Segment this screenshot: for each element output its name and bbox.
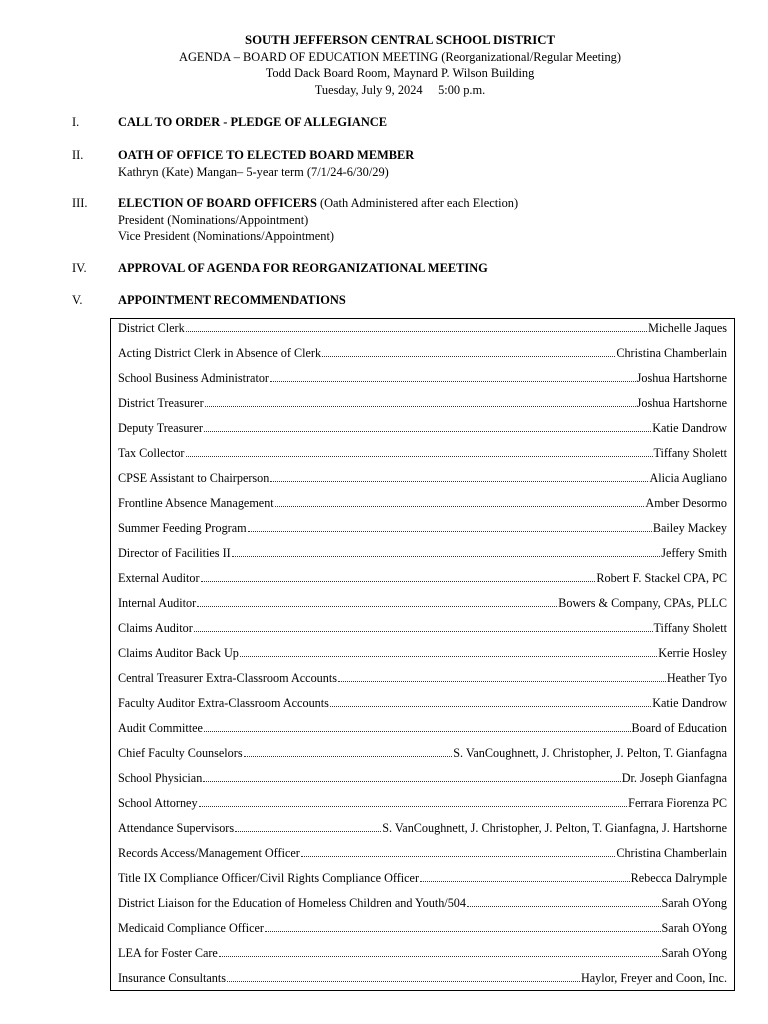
dot-leader	[194, 630, 653, 632]
appointment-row	[118, 519, 727, 544]
appointment-row	[118, 594, 727, 619]
dot-leader	[201, 580, 596, 582]
appointment-role: Summer Feeding Program	[118, 521, 247, 535]
section-line: Vice President (Nominations/Appointment)	[118, 229, 335, 243]
appointment-holder: Kerrie Hosley	[658, 646, 727, 660]
appointment-holder: Katie Dandrow	[652, 421, 727, 435]
appointment-role: External Auditor	[118, 571, 200, 585]
appointment-holder: Jeffery Smith	[661, 546, 727, 560]
appointment-holder: Amber Desormo	[645, 496, 727, 510]
dot-leader	[338, 680, 666, 682]
appointment-row	[118, 619, 727, 644]
appointment-row	[118, 419, 727, 444]
dot-leader	[270, 480, 648, 482]
appointment-role: Insurance Consultants	[118, 971, 226, 985]
appointment-role: District Treasurer	[118, 396, 204, 410]
appointment-holder: Dr. Joseph Gianfagna	[621, 771, 727, 785]
appointment-row	[118, 319, 727, 344]
appointment-holder: Board of Education	[631, 721, 727, 735]
dot-leader	[232, 555, 661, 557]
section-number: IV.	[72, 261, 87, 275]
appointment-row	[118, 794, 727, 819]
dot-leader	[240, 655, 657, 657]
appointment-role: District Liaison for the Education of Homeless Children and Youth/504	[118, 896, 466, 910]
appointment-row	[118, 494, 727, 519]
appointment-row	[118, 769, 727, 794]
appointment-holder: Bowers & Company, CPAs, PLLC	[558, 596, 727, 610]
appointment-role: Director of Facilities II	[118, 546, 231, 560]
section-number: II.	[72, 148, 84, 162]
section-number: V.	[72, 293, 83, 307]
section-number: I.	[72, 115, 80, 129]
appointment-holder: Michelle Jaques	[648, 321, 727, 335]
section-heading: APPOINTMENT RECOMMENDATIONS	[118, 293, 346, 307]
dot-leader	[186, 455, 653, 457]
dot-leader	[301, 855, 615, 857]
appointment-holder: S. VanCoughnett, J. Christopher, J. Pelton, T. Gianfagna	[453, 746, 727, 760]
appointment-holder: Sarah OYong	[661, 921, 727, 935]
appointment-row	[118, 744, 727, 769]
appointment-row	[118, 844, 727, 869]
section-heading: OATH OF OFFICE TO ELECTED BOARD MEMBER	[118, 148, 415, 162]
appointment-holder: Katie Dandrow	[652, 696, 727, 710]
appointment-holder: Alicia Augliano	[649, 471, 727, 485]
appointment-role: Faculty Auditor Extra-Classroom Accounts	[118, 696, 329, 710]
appointment-role: Title IX Compliance Officer/Civil Rights Compliance Officer	[118, 871, 420, 885]
appointment-role: Audit Committee	[118, 721, 203, 735]
section-election-of-officers	[72, 195, 732, 245]
dot-leader	[244, 755, 453, 757]
appointment-holder: Bailey Mackey	[652, 521, 727, 535]
appointment-holder: Tiffany Sholett	[653, 446, 727, 460]
appointment-row	[118, 344, 727, 369]
appointment-row	[118, 819, 727, 844]
appointment-holder: Heather Tyo	[666, 671, 727, 685]
section-heading: ELECTION OF BOARD OFFICERS	[118, 196, 317, 210]
appointment-role: School Attorney	[118, 796, 198, 810]
appointment-holder: Haylor, Freyer and Coon, Inc.	[580, 971, 727, 985]
dot-leader	[275, 505, 645, 507]
appointment-row	[118, 369, 727, 394]
section-call-to-order	[72, 114, 732, 131]
section-line: President (Nominations/Appointment)	[118, 212, 309, 227]
appointment-role: Claims Auditor	[118, 621, 193, 635]
appointment-row	[118, 544, 727, 569]
appointment-role: School Physician	[118, 771, 203, 785]
appointment-role: Internal Auditor	[118, 596, 197, 610]
dot-leader	[270, 380, 636, 382]
appointment-holder: S. VanCoughnett, J. Christopher, J. Pelton, T. Gianfagna, J. Hartshorne	[382, 821, 727, 835]
appointment-row	[118, 569, 727, 594]
appointment-role: Deputy Treasurer	[118, 421, 203, 435]
appointment-role: LEA for Foster Care	[118, 946, 218, 960]
appointment-holder: Sarah OYong	[661, 946, 727, 960]
appointment-row	[118, 919, 727, 944]
meeting-datetime: Tuesday, July 9, 2024 5:00 p.m.	[314, 82, 486, 97]
appointment-row	[118, 644, 727, 669]
dot-leader	[467, 905, 661, 907]
section-line: Kathryn (Kate) Mangan– 5-year term (7/1/24-6/30/29)	[118, 164, 389, 179]
appointment-row	[118, 944, 727, 969]
appointment-row	[118, 869, 727, 894]
appointment-role: District Clerk	[118, 321, 185, 335]
dot-leader	[219, 955, 661, 957]
meeting-location: Todd Dack Board Room, Maynard P. Wilson Building	[265, 66, 535, 80]
district-title: SOUTH JEFFERSON CENTRAL SCHOOL DISTRICT	[244, 33, 556, 47]
dot-leader	[203, 780, 620, 782]
appointment-role: Attendance Supervisors	[118, 821, 235, 835]
appointment-holder: Christina Chamberlain	[616, 846, 727, 860]
section-heading: CALL TO ORDER - PLEDGE OF ALLEGIANCE	[118, 115, 387, 129]
appointment-role: Tax Collector	[118, 446, 185, 460]
section-number: III.	[72, 196, 88, 210]
appointment-role: CPSE Assistant to Chairperson	[118, 471, 270, 485]
appointments-table	[110, 318, 735, 991]
appointment-role: Chief Faculty Counselors	[118, 746, 243, 760]
dot-leader	[197, 605, 557, 607]
dot-leader	[186, 330, 647, 332]
appointment-role: Central Treasurer Extra-Classroom Accounts	[118, 671, 337, 685]
appointment-holder: Joshua Hartshorne	[636, 371, 727, 385]
appointment-row	[118, 894, 727, 919]
section-heading: APPROVAL OF AGENDA FOR REORGANIZATIONAL MEETING	[118, 261, 488, 275]
dot-leader	[204, 730, 631, 732]
appointment-role: Claims Auditor Back Up	[118, 646, 239, 660]
dot-leader	[199, 805, 628, 807]
appointment-holder: Robert F. Stackel CPA, PC	[596, 571, 727, 585]
appointment-row	[118, 969, 727, 994]
section-oath-of-office	[72, 147, 732, 180]
appointment-role: Acting District Clerk in Absence of Clerk	[118, 346, 322, 360]
document-header	[0, 32, 768, 98]
section-heading-note: (Oath Administered after each Election)	[316, 196, 519, 210]
dot-leader	[235, 830, 381, 832]
appointment-row	[118, 469, 727, 494]
appointment-row	[118, 719, 727, 744]
appointment-holder: Tiffany Sholett	[653, 621, 727, 635]
dot-leader	[420, 880, 630, 882]
appointment-holder: Ferrara Fiorenza PC	[628, 796, 727, 810]
appointment-holder: Rebecca Dalrymple	[630, 871, 727, 885]
appointment-role: School Business Administrator	[118, 371, 269, 385]
appointment-row	[118, 694, 727, 719]
appointment-row	[118, 444, 727, 469]
appointment-holder: Sarah OYong	[661, 896, 727, 910]
dot-leader	[248, 530, 652, 532]
meeting-title: AGENDA – BOARD OF EDUCATION MEETING (Reorganizational/Regular Meeting)	[179, 49, 621, 64]
section-appointment-recommendations	[72, 292, 732, 309]
dot-leader	[204, 430, 651, 432]
dot-leader	[322, 355, 615, 357]
appointment-row	[118, 669, 727, 694]
dot-leader	[265, 930, 661, 932]
appointment-holder: Christina Chamberlain	[616, 346, 727, 360]
appointment-row	[118, 394, 727, 419]
dot-leader	[227, 980, 580, 982]
appointment-role: Medicaid Compliance Officer	[118, 921, 264, 935]
dot-leader	[330, 705, 651, 707]
appointment-role: Frontline Absence Management	[118, 496, 274, 510]
appointment-role: Records Access/Management Officer	[118, 846, 300, 860]
appointment-holder: Joshua Hartshorne	[636, 396, 727, 410]
section-approval-of-agenda	[72, 260, 732, 277]
dot-leader	[205, 405, 636, 407]
